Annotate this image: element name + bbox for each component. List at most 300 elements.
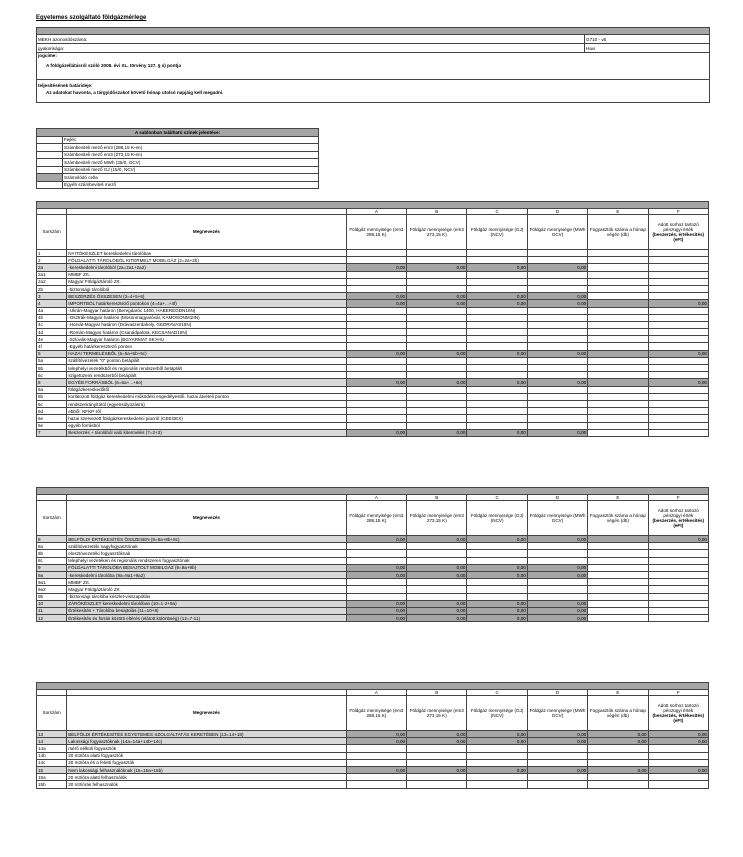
column-letter: F (648, 209, 708, 215)
value-cell[interactable] (588, 752, 648, 759)
row-number: 6a (37, 386, 67, 393)
value-cell[interactable] (407, 579, 467, 586)
value-cell[interactable] (407, 321, 467, 328)
legend-item: Egyéb számbeviteli mező (63, 181, 319, 189)
value-cell[interactable] (588, 314, 648, 321)
value-cell[interactable] (527, 343, 587, 350)
value-cell[interactable] (588, 278, 648, 285)
value-cell (588, 607, 648, 614)
value-cell: 0,00 (467, 379, 527, 386)
value-cell[interactable] (527, 329, 587, 336)
row-label: Értékesítés és forrás közötti eltérés (elátott különbség) (12=7-11) (67, 615, 347, 622)
value-cell: 0,00 (407, 600, 467, 607)
value-cell[interactable] (648, 278, 708, 285)
value-cell[interactable] (527, 336, 587, 343)
value-cell[interactable] (346, 393, 406, 400)
value-cell[interactable] (527, 586, 587, 593)
row-number: 7 (37, 429, 67, 436)
value-cell[interactable] (346, 257, 406, 264)
value-cell: 0,00 (346, 293, 406, 300)
value-cell[interactable] (648, 543, 708, 550)
value-cell[interactable] (407, 386, 467, 393)
value-cell: 0,00 (346, 766, 406, 773)
column-letter: A (346, 690, 406, 696)
row-number: 15b (37, 781, 67, 788)
value-cell[interactable] (407, 774, 467, 781)
value-cell[interactable] (648, 745, 708, 752)
value-cell[interactable] (407, 557, 467, 564)
value-cell[interactable] (527, 400, 587, 407)
value-cell[interactable] (527, 257, 587, 264)
value-cell[interactable] (467, 781, 527, 788)
value-cell[interactable] (588, 271, 648, 278)
value-cell[interactable] (588, 774, 648, 781)
value-cell[interactable] (588, 543, 648, 550)
value-cell[interactable] (527, 745, 587, 752)
table-row (37, 586, 709, 593)
value-cell[interactable] (407, 586, 467, 593)
value-cell: 0,00 (527, 571, 587, 578)
table-row (37, 321, 709, 328)
table-row (37, 372, 709, 379)
frequency-value: Havi (585, 44, 710, 53)
value-cell[interactable] (467, 400, 527, 407)
row-number: 2a1 (37, 271, 67, 278)
table-row (37, 329, 709, 336)
value-cell: 0,00 (407, 264, 467, 271)
row-number: 6e (37, 415, 67, 422)
table-row (37, 550, 709, 557)
row-label: -Osztrák-Magyar határon (Mosonmagyaróvár, KAMOSONM1IIN) (67, 314, 347, 321)
value-cell: 0,00 (527, 615, 587, 622)
value-cell[interactable] (648, 557, 708, 564)
value-cell[interactable] (648, 400, 708, 407)
value-cell[interactable] (467, 257, 527, 264)
row-number: 11 (37, 607, 67, 614)
column-letter: E (588, 495, 648, 501)
value-cell[interactable] (648, 386, 708, 393)
value-cell[interactable] (588, 321, 648, 328)
row-number: 2a (37, 264, 67, 271)
value-cell[interactable] (467, 372, 527, 379)
value-cell[interactable] (588, 550, 648, 557)
value-cell[interactable] (346, 271, 406, 278)
value-cell: 0,00 (346, 731, 406, 738)
value-cell: 0,00 (467, 264, 527, 271)
value-cell[interactable] (648, 250, 708, 257)
row-label: BELFÖLDI ÉRTÉKESÍTÉS ÖSSZESEN (8=8a+8b+8c) (67, 536, 347, 543)
value-cell[interactable] (467, 586, 527, 593)
row-label: BESZERZÉS ÖSSZESEN (3=4+5+6) (67, 293, 347, 300)
value-cell: 0,00 (588, 738, 648, 745)
value-cell[interactable] (467, 386, 527, 393)
value-cell (588, 536, 648, 543)
value-cell: 0,00 (346, 607, 406, 614)
legend-item: Számbeviteli mező em3 (273,15 K-en) (63, 151, 319, 159)
row-number: 4 (37, 300, 67, 307)
value-cell[interactable] (467, 393, 527, 400)
value-cell[interactable] (527, 314, 587, 321)
value-cell[interactable] (648, 329, 708, 336)
row-label: MMBF Zrt. (67, 579, 347, 586)
value-cell[interactable] (527, 357, 587, 364)
row-number: 15a (37, 774, 67, 781)
value-cell (588, 264, 648, 271)
value-cell[interactable] (588, 372, 648, 379)
value-cell: 0,00 (527, 264, 587, 271)
value-cell[interactable] (467, 745, 527, 752)
value-cell[interactable] (467, 365, 527, 372)
header-sorszam: Sorszám (37, 215, 67, 250)
value-cell[interactable] (407, 745, 467, 752)
value-cell[interactable] (407, 593, 467, 600)
value-cell[interactable] (527, 543, 587, 550)
value-cell[interactable] (346, 400, 406, 407)
value-cell[interactable] (648, 271, 708, 278)
value-cell[interactable] (588, 422, 648, 429)
value-cell: 0,00 (407, 429, 467, 436)
table-row (37, 766, 709, 773)
value-cell[interactable] (648, 593, 708, 600)
value-cell[interactable] (346, 307, 406, 314)
row-label: -biztonsági tárolóba készlet-visszapótlás (67, 593, 347, 600)
value-cell[interactable] (527, 386, 587, 393)
value-cell: 0,00 (648, 379, 708, 386)
value-cell[interactable] (648, 357, 708, 364)
header-sorszam: Sorszám (37, 696, 67, 731)
value-cell[interactable] (648, 336, 708, 343)
value-cell[interactable] (527, 774, 587, 781)
header-megnevezes: Megnevezés (67, 696, 347, 731)
table-row (37, 429, 709, 436)
value-cell[interactable] (467, 307, 527, 314)
value-cell[interactable] (588, 357, 648, 364)
table-row (37, 400, 709, 407)
value-cell[interactable] (588, 579, 648, 586)
value-cell[interactable] (648, 586, 708, 593)
row-label: korlátozott földgáz kereskedelmi működési engedélyestől, hazai átvételi ponton (67, 393, 347, 400)
value-cell[interactable] (588, 393, 648, 400)
value-cell[interactable] (527, 285, 587, 292)
value-cell[interactable] (407, 543, 467, 550)
value-cell[interactable] (407, 759, 467, 766)
row-label: FÖLDALATTI TÁROLÓBA BESAJTOLT MOBILGÁZ (9=9a+9b) (67, 564, 347, 571)
value-cell[interactable] (346, 579, 406, 586)
row-label: 20 m3/óra és a feletti fogyasztók (67, 759, 347, 766)
table-row (37, 300, 709, 307)
row-label: Nem lakossági felhasználóknak (15=15a+15b) (67, 766, 347, 773)
value-cell[interactable] (467, 278, 527, 285)
table-row (37, 393, 709, 400)
value-cell[interactable] (346, 386, 406, 393)
table-row (37, 257, 709, 264)
value-cell[interactable] (407, 250, 467, 257)
balance-table (36, 682, 709, 789)
value-cell[interactable] (407, 393, 467, 400)
row-label: -Horvát-Magyar határon (Drávaszerdahely, GEDRAVAS1IIN) (67, 321, 347, 328)
value-cell[interactable] (588, 336, 648, 343)
value-cell: 0,00 (407, 607, 467, 614)
value-cell[interactable] (467, 329, 527, 336)
value-cell[interactable] (407, 314, 467, 321)
value-cell[interactable] (346, 781, 406, 788)
value-cell[interactable] (407, 307, 467, 314)
value-cell[interactable] (588, 250, 648, 257)
header-col-c: Földgáz mennyisége (GJ) (NCV) (467, 696, 527, 731)
value-cell[interactable] (467, 321, 527, 328)
value-cell[interactable] (588, 343, 648, 350)
value-cell[interactable] (346, 745, 406, 752)
value-cell: 0,00 (467, 536, 527, 543)
value-cell[interactable] (467, 250, 527, 257)
value-cell (588, 429, 648, 436)
value-cell[interactable] (588, 408, 648, 415)
value-cell[interactable] (346, 357, 406, 364)
value-cell[interactable] (467, 408, 527, 415)
value-cell[interactable] (527, 781, 587, 788)
value-cell[interactable] (648, 343, 708, 350)
value-cell[interactable] (648, 321, 708, 328)
value-cell[interactable] (648, 752, 708, 759)
value-cell[interactable] (467, 357, 527, 364)
value-cell[interactable] (467, 336, 527, 343)
row-number: 9a (37, 571, 67, 578)
value-cell[interactable] (648, 314, 708, 321)
value-cell[interactable] (467, 543, 527, 550)
row-number: 4b (37, 314, 67, 321)
table-row (37, 264, 709, 271)
value-cell[interactable] (346, 250, 406, 257)
value-cell[interactable] (527, 408, 587, 415)
value-cell[interactable] (648, 422, 708, 429)
value-cell[interactable] (467, 343, 527, 350)
value-cell[interactable] (346, 550, 406, 557)
value-cell[interactable] (407, 285, 467, 292)
value-cell[interactable] (346, 774, 406, 781)
value-cell[interactable] (407, 400, 467, 407)
value-cell[interactable] (527, 759, 587, 766)
value-cell[interactable] (346, 343, 406, 350)
table-row (37, 607, 709, 614)
value-cell[interactable] (467, 557, 527, 564)
column-letter: A (346, 495, 406, 501)
value-cell: 0,00 (467, 564, 527, 571)
row-number: 10 (37, 600, 67, 607)
value-cell[interactable] (527, 372, 587, 379)
value-cell: 0,00 (527, 350, 587, 357)
value-cell[interactable] (407, 278, 467, 285)
table-row (37, 293, 709, 300)
value-cell[interactable] (648, 774, 708, 781)
value-cell[interactable] (527, 271, 587, 278)
value-cell[interactable] (648, 408, 708, 415)
value-cell[interactable] (588, 586, 648, 593)
header-col-b: Földgáz mennyisége (em3 273,15 K) (407, 215, 467, 250)
value-cell[interactable] (467, 593, 527, 600)
value-cell[interactable] (407, 336, 467, 343)
value-cell[interactable] (588, 593, 648, 600)
value-cell[interactable] (346, 372, 406, 379)
row-label: hazai szervezett földgázkereskedelmi piacról (CEEGEX) (67, 415, 347, 422)
value-cell[interactable] (648, 759, 708, 766)
value-cell[interactable] (527, 550, 587, 557)
value-cell[interactable] (527, 579, 587, 586)
row-label: Magyar Földgáztároló Zrt. (67, 586, 347, 593)
table-row (37, 415, 709, 422)
value-cell[interactable] (467, 314, 527, 321)
row-label: Értékesítés + Tárolóba besajtolás (11=10+8) (67, 607, 347, 614)
column-letter: B (407, 690, 467, 696)
table-row (37, 379, 709, 386)
value-cell[interactable] (648, 781, 708, 788)
row-number: 1 (37, 250, 67, 257)
value-cell[interactable] (467, 759, 527, 766)
color-legend (36, 128, 319, 189)
value-cell[interactable] (527, 250, 587, 257)
table-row (37, 278, 709, 285)
value-cell[interactable] (407, 422, 467, 429)
value-cell[interactable] (527, 321, 587, 328)
column-letter: C (467, 495, 527, 501)
value-cell[interactable] (648, 550, 708, 557)
value-cell[interactable] (588, 257, 648, 264)
value-cell[interactable] (467, 415, 527, 422)
value-cell[interactable] (346, 586, 406, 593)
value-cell[interactable] (467, 579, 527, 586)
value-cell[interactable] (407, 415, 467, 422)
value-cell[interactable] (527, 557, 587, 564)
value-cell[interactable] (648, 415, 708, 422)
row-number: 13 (37, 731, 67, 738)
row-number: 6d (37, 408, 67, 415)
value-cell[interactable] (648, 257, 708, 264)
table-row (37, 536, 709, 543)
value-cell[interactable] (407, 408, 467, 415)
table-row (37, 336, 709, 343)
value-cell[interactable] (467, 422, 527, 429)
value-cell[interactable] (467, 271, 527, 278)
value-cell: 0,00 (346, 600, 406, 607)
value-cell[interactable] (648, 393, 708, 400)
value-cell[interactable] (527, 365, 587, 372)
row-label: ZÁRÓKÉSZLET kereskedelmi tárolóban (10=1-2+9a) (67, 600, 347, 607)
value-cell[interactable] (346, 752, 406, 759)
legend-item: Számbeviteli mező MWh (25/0, GCV) (63, 159, 319, 167)
value-cell[interactable] (346, 365, 406, 372)
value-cell (648, 600, 708, 607)
value-cell[interactable] (588, 365, 648, 372)
value-cell[interactable] (588, 285, 648, 292)
value-cell[interactable] (346, 321, 406, 328)
value-cell[interactable] (588, 557, 648, 564)
value-cell[interactable] (648, 579, 708, 586)
legend-item: Számbeviteli mező GJ (15/0, NCV) (63, 166, 319, 174)
table-row (37, 564, 709, 571)
row-number: 14a (37, 745, 67, 752)
value-cell[interactable] (346, 759, 406, 766)
value-cell[interactable] (588, 745, 648, 752)
row-number: 9a2 (37, 586, 67, 593)
value-cell[interactable] (346, 329, 406, 336)
value-cell[interactable] (346, 557, 406, 564)
value-cell[interactable] (346, 336, 406, 343)
value-cell[interactable] (407, 343, 467, 350)
row-label: Beszerzés + tárolóból való kitermelés (7=2+3) (67, 429, 347, 436)
row-label: telephelyi vezetéken és regionális rendszeren fogyasztónak (67, 557, 347, 564)
value-cell[interactable] (407, 329, 467, 336)
value-cell[interactable] (346, 408, 406, 415)
value-cell[interactable] (407, 550, 467, 557)
value-cell: 0,00 (346, 300, 406, 307)
column-letter: A (346, 209, 406, 215)
value-cell[interactable] (467, 774, 527, 781)
value-cell[interactable] (346, 285, 406, 292)
value-cell[interactable] (467, 752, 527, 759)
value-cell[interactable] (407, 357, 467, 364)
row-number: 6 (37, 379, 67, 386)
value-cell[interactable] (588, 415, 648, 422)
legend-header: A sablonban található színek jelentése: (37, 129, 319, 137)
value-cell[interactable] (346, 593, 406, 600)
value-cell[interactable] (648, 365, 708, 372)
value-cell[interactable] (527, 307, 587, 314)
value-cell[interactable] (588, 781, 648, 788)
value-cell[interactable] (588, 400, 648, 407)
value-cell[interactable] (407, 372, 467, 379)
header-col-c: Földgáz mennyisége (GJ) (NCV) (467, 501, 527, 536)
value-cell[interactable] (467, 550, 527, 557)
value-cell[interactable] (527, 752, 587, 759)
row-label: ebből: NFKP-ről (67, 408, 347, 415)
value-cell[interactable] (346, 415, 406, 422)
header-col-d: Földgáz mennyisége (MWh GCV) (527, 501, 587, 536)
table-row (37, 250, 709, 257)
value-cell: 0,00 (527, 731, 587, 738)
value-cell[interactable] (648, 372, 708, 379)
header-col-a: Földgáz mennyisége (em3 288,15 K) (346, 501, 406, 536)
value-cell[interactable] (346, 278, 406, 285)
table-row (37, 615, 709, 622)
value-cell[interactable] (346, 422, 406, 429)
value-cell: 0,00 (648, 738, 708, 745)
value-cell[interactable] (407, 752, 467, 759)
header-col-f (648, 215, 708, 250)
value-cell[interactable] (467, 285, 527, 292)
value-cell[interactable] (588, 307, 648, 314)
value-cell[interactable] (527, 393, 587, 400)
mekh-label: MEKH azonosítószáma: (37, 35, 585, 44)
value-cell: 0,00 (407, 766, 467, 773)
value-cell (648, 571, 708, 578)
value-cell[interactable] (527, 422, 587, 429)
value-cell[interactable] (588, 329, 648, 336)
value-cell[interactable] (527, 415, 587, 422)
value-cell[interactable] (588, 759, 648, 766)
legend-item: Fejléc (63, 136, 319, 144)
value-cell[interactable] (648, 307, 708, 314)
value-cell[interactable] (527, 593, 587, 600)
value-cell[interactable] (407, 365, 467, 372)
value-cell[interactable] (346, 314, 406, 321)
value-cell[interactable] (407, 257, 467, 264)
value-cell[interactable] (407, 271, 467, 278)
value-cell[interactable] (407, 781, 467, 788)
value-cell[interactable] (648, 285, 708, 292)
value-cell[interactable] (527, 278, 587, 285)
value-cell[interactable] (346, 543, 406, 550)
value-cell[interactable] (588, 386, 648, 393)
value-cell: 0,00 (527, 293, 587, 300)
